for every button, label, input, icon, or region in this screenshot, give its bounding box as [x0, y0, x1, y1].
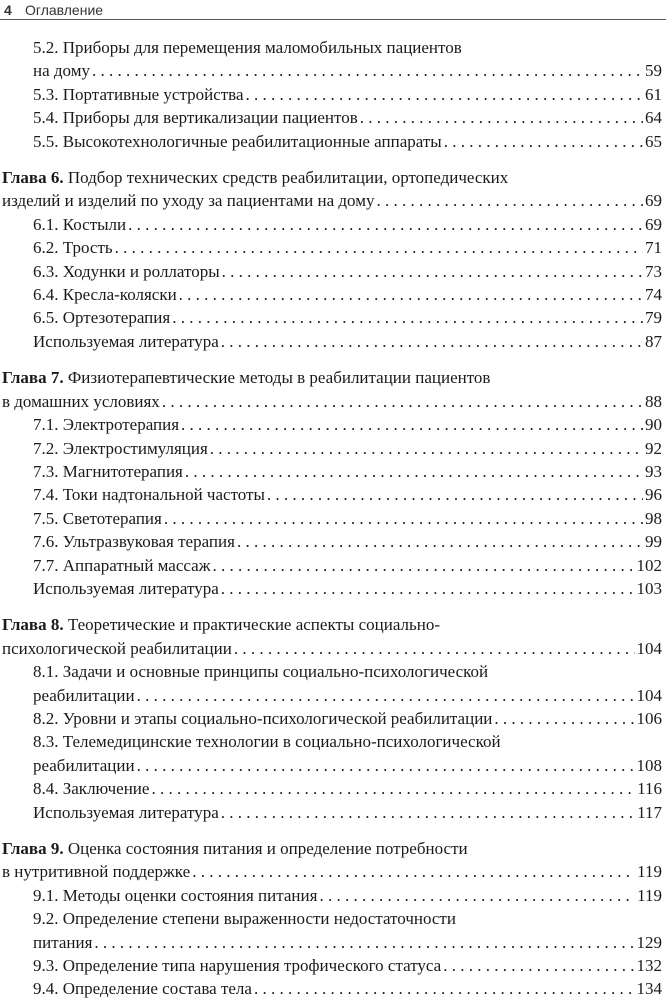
toc-section-entry[interactable] [0, 283, 666, 306]
toc-section-entry[interactable] [0, 413, 666, 436]
page-number: 119 [637, 885, 662, 905]
page-number: 59 [645, 61, 662, 81]
page-number: 64 [645, 108, 662, 128]
dot-leader [221, 330, 643, 353]
entry-title: 7.3. Магнитотерапия [33, 461, 183, 481]
dot-leader [221, 801, 635, 824]
toc-section-entry[interactable] [0, 36, 666, 83]
entry-title: Используемая литература [33, 331, 219, 351]
entry-title: 7.1. Электротерапия [33, 415, 180, 435]
page-number: 116 [637, 779, 662, 799]
toc-chapter-entry[interactable] [0, 366, 666, 413]
entry-title: Используемая литература [33, 578, 219, 598]
entry-title: 8.1. Задачи и основные принципы социально-психологической [33, 662, 489, 682]
entry-title: в нутритивной поддержке [2, 862, 191, 882]
entry-title: 5.3. Портативные устройства [33, 84, 244, 104]
toc-section-entry[interactable] [0, 236, 666, 259]
toc-section-entry[interactable] [0, 306, 666, 329]
toc-section-entry[interactable] [0, 777, 666, 800]
dot-leader [443, 954, 634, 977]
dot-leader [181, 413, 643, 436]
entry-title: 6.4. Кресла-коляски [33, 285, 177, 305]
dot-leader [164, 507, 643, 530]
dot-leader [360, 106, 643, 129]
running-header [0, 0, 666, 22]
page-number: 108 [636, 755, 662, 775]
dot-leader [319, 884, 635, 907]
chapter-label: Глава 8. [2, 615, 64, 635]
toc-section-entry[interactable] [0, 554, 666, 577]
entry-title: 6.2. Трость [33, 238, 113, 258]
entry-title: реабилитации [33, 755, 135, 775]
page-number: 93 [645, 461, 662, 481]
entry-title: 6.1. Костыли [33, 214, 127, 234]
entry-title: изделий и изделий по уходу за пациентами на дому [2, 191, 375, 211]
toc-section-entry[interactable] [0, 260, 666, 283]
header-title: Оглавление [25, 2, 104, 18]
page-number: 69 [645, 214, 662, 234]
dot-leader [212, 554, 634, 577]
toc-section-entry[interactable] [0, 660, 666, 707]
page-number: 119 [637, 862, 662, 882]
toc-section-entry[interactable] [0, 483, 666, 506]
toc-section-entry[interactable] [0, 507, 666, 530]
dot-leader [162, 390, 643, 413]
page-number: 65 [645, 131, 662, 151]
dot-leader [246, 83, 643, 106]
entry-title: реабилитации [33, 685, 135, 705]
dot-leader [179, 283, 643, 306]
page-number: 87 [645, 331, 662, 351]
page-number: 74 [645, 285, 662, 305]
toc-chapter-entry[interactable] [0, 166, 666, 213]
entry-title: 5.2. Приборы для перемещения маломобильных пациентов [33, 38, 462, 57]
header-page-number: 4 [4, 2, 12, 18]
page-number: 73 [645, 261, 662, 281]
page-number: 103 [636, 578, 662, 598]
dot-leader [234, 637, 635, 660]
dot-leader [151, 777, 635, 800]
chapter-label: Глава 9. [2, 839, 64, 858]
dot-leader [222, 260, 643, 283]
toc-section-entry[interactable] [0, 460, 666, 483]
toc-section-entry[interactable] [0, 213, 666, 236]
page-number: 106 [636, 708, 662, 728]
table-of-contents [0, 36, 666, 1001]
dot-leader [237, 530, 643, 553]
page-number: 99 [645, 532, 662, 552]
entry-title: на дому [33, 61, 90, 81]
toc-section-entry[interactable] [0, 730, 666, 777]
toc-section-entry[interactable] [0, 130, 666, 153]
entry-title: 9.4. Определение состава тела [33, 979, 252, 999]
toc-section-entry[interactable] [0, 707, 666, 730]
toc-section-entry[interactable] [0, 437, 666, 460]
page-number: 104 [636, 638, 662, 658]
entry-title: 9.2. Определение степени выраженности недостаточности [33, 909, 456, 929]
entry-title: 7.5. Светотерапия [33, 508, 162, 528]
dot-leader [172, 306, 643, 329]
entry-title: 7.2. Электростимуляция [33, 438, 208, 458]
dot-leader [494, 707, 634, 730]
toc-section-entry[interactable] [0, 884, 666, 907]
entry-title: питания [33, 932, 93, 952]
dot-leader [267, 483, 643, 506]
toc-chapter-entry[interactable] [0, 613, 666, 660]
toc-section-entry[interactable] [0, 977, 666, 1000]
toc-section-entry[interactable] [0, 83, 666, 106]
dot-leader [376, 189, 643, 212]
entry-title: Подбор технических средств реабилитации, ортопедических [67, 168, 509, 188]
page-number: 98 [645, 508, 662, 528]
page-number: 71 [645, 238, 662, 258]
page-number: 117 [637, 802, 662, 822]
page-number: 69 [645, 191, 662, 211]
entry-title: 5.5. Высокотехнологичные реабилитационные аппараты [33, 131, 442, 151]
entry-title: 9.1. Методы оценки состояния питания [33, 885, 318, 905]
toc-section-entry[interactable] [0, 530, 666, 553]
entry-title: Оценка состояния питания и определение потребности [67, 839, 468, 858]
entry-title: 8.4. Заключение [33, 779, 150, 799]
entry-title: 7.4. Токи надтональной частоты [33, 485, 265, 505]
entry-title: 6.5. Ортезотерапия [33, 308, 171, 328]
entry-title: 7.6. Ультразвуковая терапия [33, 532, 235, 552]
toc-section-entry[interactable] [0, 330, 666, 353]
page-number: 88 [645, 391, 662, 411]
entry-title: Используемая литература [33, 802, 219, 822]
dot-leader [185, 460, 643, 483]
dot-leader [221, 577, 635, 600]
page-number: 96 [645, 485, 662, 505]
dot-leader [254, 977, 635, 1000]
toc-section-entry[interactable] [0, 577, 666, 600]
dot-leader [192, 860, 635, 883]
toc-section-entry[interactable] [0, 106, 666, 129]
chapter-label: Глава 6. [2, 168, 64, 188]
dot-leader [115, 236, 643, 259]
dot-leader [128, 213, 643, 236]
dot-leader [92, 59, 643, 82]
entry-title: в домашних условиях [2, 391, 160, 411]
entry-title: 5.4. Приборы для вертикализации пациентов [33, 108, 358, 128]
dot-leader [444, 130, 643, 153]
entry-title: 8.3. Телемедицинские технологии в социально-психологической [33, 732, 501, 752]
page-number: 134 [636, 979, 662, 999]
entry-title: 6.3. Ходунки и роллаторы [33, 261, 220, 281]
page-number: 61 [645, 84, 662, 104]
entry-title: 7.7. Аппаратный массаж [33, 555, 211, 575]
dot-leader [94, 931, 634, 954]
chapter-label: Глава 7. [2, 368, 64, 388]
entry-title: психологической реабилитации [2, 638, 232, 658]
page-number: 129 [636, 932, 662, 952]
page-number: 132 [636, 956, 662, 976]
page-number: 90 [645, 415, 662, 435]
page-number: 79 [645, 308, 662, 328]
page-number: 102 [636, 555, 662, 575]
toc-section-entry[interactable] [0, 801, 666, 824]
page-number: 92 [645, 438, 662, 458]
page-number: 104 [636, 685, 662, 705]
entry-title: 9.3. Определение типа нарушения трофического статуса [33, 956, 442, 976]
dot-leader [137, 754, 635, 777]
entry-title: Теоретические и практические аспекты социально- [67, 615, 441, 635]
dot-leader [210, 437, 643, 460]
header-rule [0, 19, 666, 20]
entry-title: 8.2. Уровни и этапы социально-психологической реабилитации [33, 708, 493, 728]
entry-title: Физиотерапевтические методы в реабилитации пациентов [67, 368, 491, 388]
toc-section-entry[interactable] [0, 954, 666, 977]
toc-chapter-entry[interactable] [0, 837, 666, 884]
dot-leader [137, 684, 635, 707]
toc-section-entry[interactable] [0, 907, 666, 954]
